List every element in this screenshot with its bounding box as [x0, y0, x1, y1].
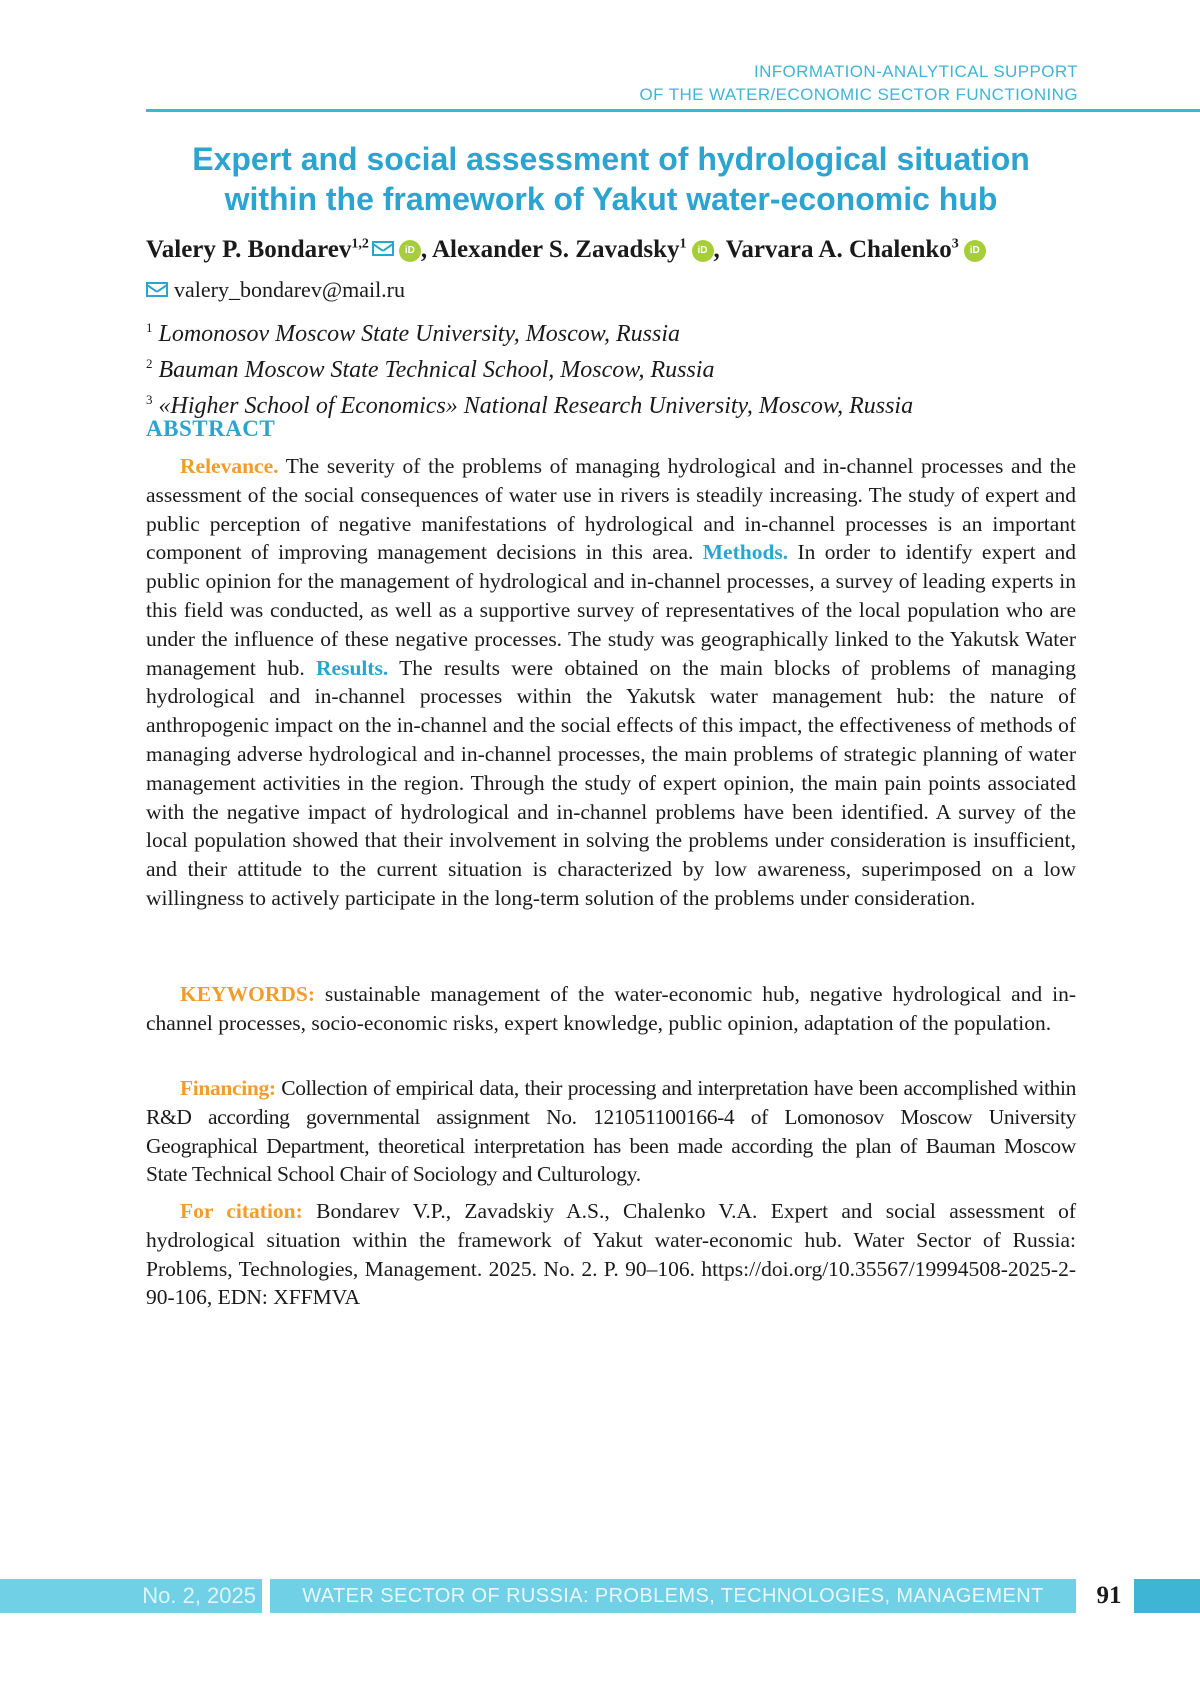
footer-page-bar	[1084, 1579, 1200, 1613]
author-affil-ref-1: 1,2	[351, 236, 369, 252]
financing-text: Collection of empirical data, their processing and interpretation have been accomplished within R&D according governmental assignment No. 121051100166-4 of Lomonosov Moscow University Geographical Department, theoretical interpretation has been made according the plan of Bauman Moscow State Technical School Chair of Sociology and Culturology.	[146, 1076, 1076, 1187]
financing-paragraph	[146, 1074, 1076, 1189]
author-name-1: Valery P. Bondarev	[146, 236, 352, 263]
article-title	[146, 139, 1076, 219]
author-separator: ,	[713, 236, 726, 263]
page-footer	[0, 1579, 1200, 1613]
methods-label: Methods.	[702, 540, 789, 565]
author-name-2: Alexander S. Zavadsky	[431, 236, 680, 263]
keywords-paragraph	[146, 980, 1076, 1038]
section-heading-line-1: INFORMATION-ANALYTICAL SUPPORT	[753, 62, 1078, 81]
affiliation-list	[146, 313, 913, 421]
affiliation-1	[146, 313, 913, 349]
affiliation-2	[146, 349, 913, 385]
affiliation-text: «Higher School of Economics» National Research University, Moscow, Russia	[158, 393, 914, 419]
article-title-line-2: within the framework of Yakut water-economic hub	[224, 181, 998, 217]
orcid-icon[interactable]: iD	[964, 240, 986, 262]
citation-label: For citation:	[180, 1199, 303, 1223]
author-name-3: Varvara A. Chalenko	[725, 236, 952, 263]
keywords-label: KEYWORDS:	[180, 982, 315, 1006]
abstract-heading: ABSTRACT	[146, 416, 276, 441]
affiliation-number: 1	[146, 320, 153, 335]
author-affil-ref-3: 3	[951, 236, 959, 252]
financing-label: Financing:	[180, 1076, 276, 1100]
author-affil-ref-2: 1	[679, 236, 687, 252]
footer-journal-name: WATER SECTOR OF RUSSIA: PROBLEMS, TECHNOLOGIES, MANAGEMENT	[270, 1579, 1076, 1613]
author-separator: ,	[420, 236, 432, 263]
affiliation-number: 3	[146, 392, 153, 407]
relevance-label: Relevance.	[180, 454, 279, 478]
citation-paragraph	[146, 1197, 1076, 1312]
mail-icon	[146, 282, 168, 297]
author-list	[146, 236, 986, 264]
results-label: Results.	[316, 655, 389, 680]
section-heading-line-2: OF THE WATER/ECONOMIC SECTOR FUNCTIONING	[639, 85, 1078, 104]
affiliation-text: Lomonosov Moscow State University, Moscow, Russia	[158, 321, 681, 347]
section-heading	[640, 60, 1079, 106]
relevance-text: The severity of the problems of managing hydrological and in-channel processes and the assessment of the social consequences of water use in rivers is steadily increasing. The study of expert and public perception of negative manifestations of hydrological and in-channel processes is an important component of improving management decisions in this area.	[146, 454, 1076, 565]
results-text: The results were obtained on the main blocks of problems of managing hydrological and in-channel processes within the Yakutsk water management hub: the nature of anthropogenic impact on the in-channel and the social effects of this impact, the effectiveness of methods of managing adverse hydrological and in-channel processes, the main problems of strategic planning of water management activities in the region. Through the study of expert opinion, the main pain points associated with the negative impact of hydrological and in-channel problems have been identified. A survey of the local population showed that their involvement in solving the problems under consideration is insufficient, and their attitude to the current situation is characterized by low awareness, superimposed on a low willingness to actively participate in the long-term solution of the problems under consideration.	[146, 655, 1077, 910]
page-number: 91	[1084, 1579, 1134, 1613]
abstract-paragraph	[146, 452, 1076, 913]
email-link[interactable]: valery_bondarev@mail.ru	[174, 277, 406, 302]
header-rule	[146, 109, 1200, 112]
affiliation-text: Bauman Moscow State Technical School, Moscow, Russia	[158, 357, 715, 383]
orcid-icon[interactable]: iD	[399, 240, 421, 262]
article-title-line-1: Expert and social assessment of hydrological situation	[192, 141, 1030, 177]
keywords-text: sustainable management of the water-economic hub, negative hydrological and in-channel processes, socio-economic risks, expert knowledge, public opinion, adaptation of the population.	[146, 982, 1076, 1035]
mail-icon[interactable]	[372, 241, 394, 256]
citation-text: Bondarev V.P., Zavadskiy A.S., Chalenko V.A. Expert and social assessment of hydrological situation within the framework of Yakut water-economic hub. Water Sector of Russia: Problems, Technologies, Management. 2025. No. 2. P. 90–106. https://doi.org/10.35567/19994508-2025-2-90-106, EDN: XFFMVA	[146, 1199, 1076, 1310]
affiliation-number: 2	[146, 356, 153, 371]
orcid-icon[interactable]: iD	[692, 240, 714, 262]
corresponding-email	[146, 277, 405, 303]
footer-issue: No. 2, 2025	[0, 1579, 262, 1613]
methods-text: In order to identify expert and public opinion for the management of hydrological and in-channel processes, a survey of leading experts in this field was conducted, as well as a supportive survey of representatives of the local population who are under the influence of these negative processes. The study was geographically linked to the Yakutsk Water management hub.	[146, 540, 1076, 680]
